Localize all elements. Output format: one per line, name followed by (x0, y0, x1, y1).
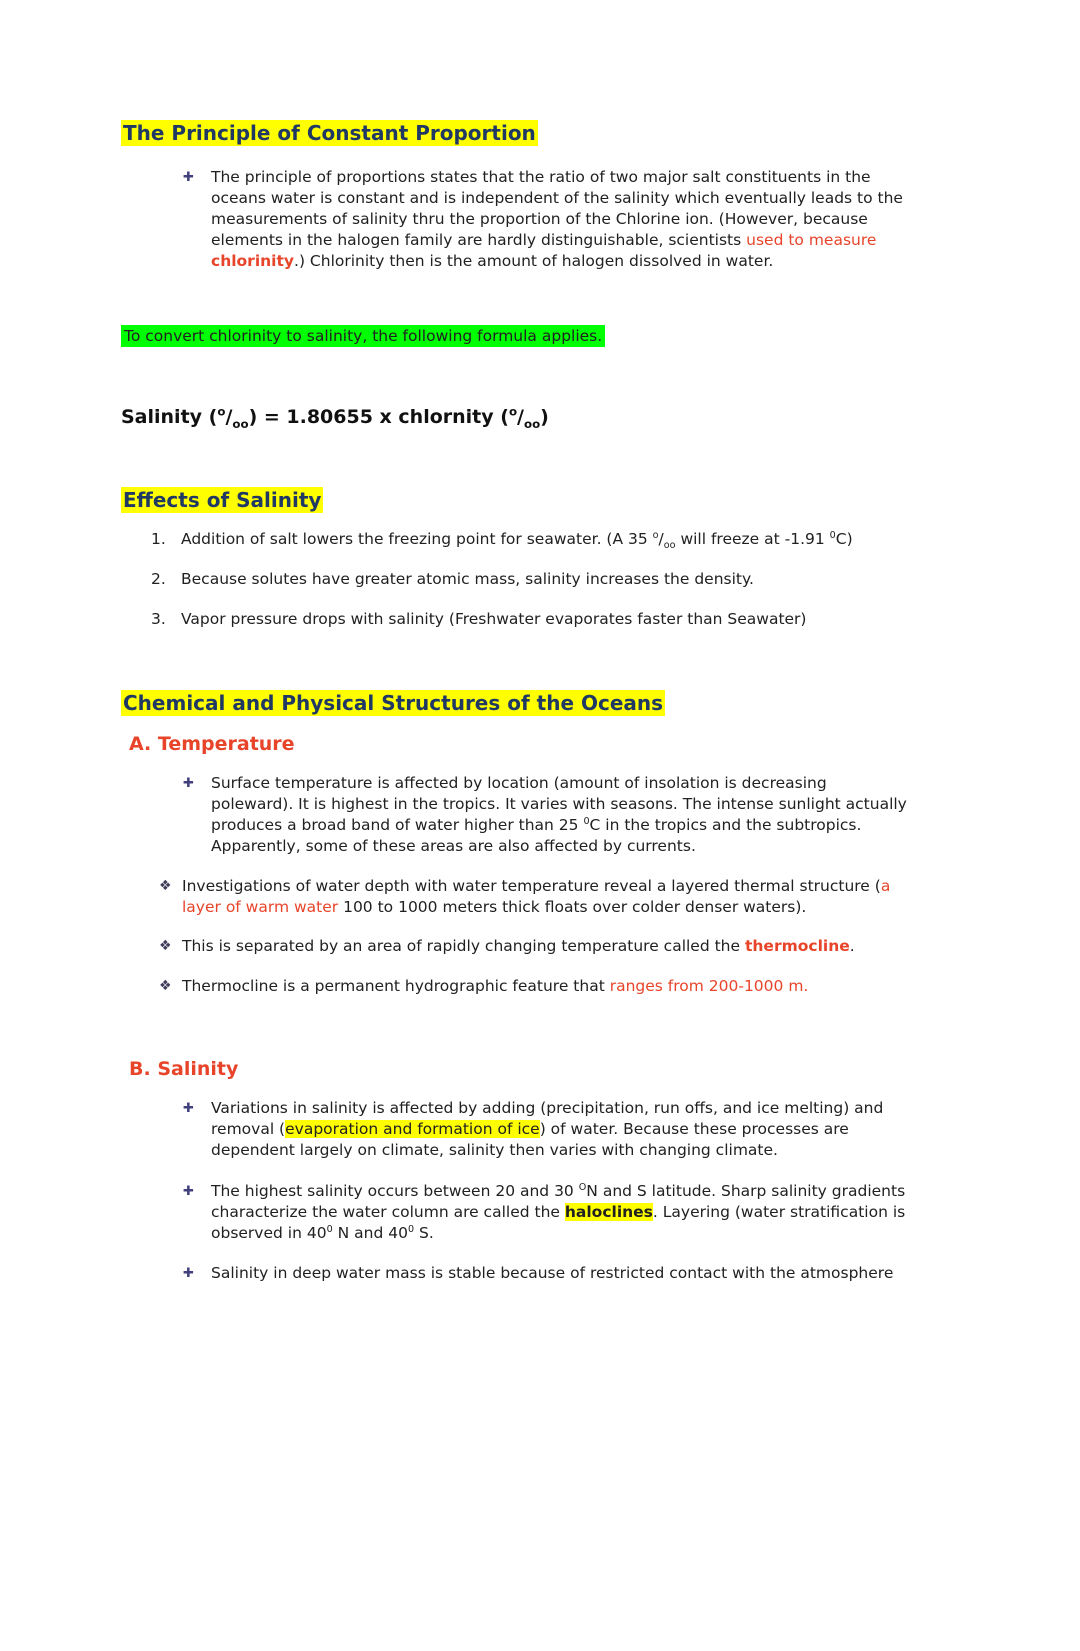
plus-bullet-icon: ✚ (183, 170, 194, 185)
paragraph-surface-temperature (183, 773, 913, 857)
paragraph-text: Surface temperature is affected by location (amount of insolation is decreasing poleward). It is highest in the tropics. It varies with seasons. The intense sunlight actually produces a broad band of water higher than 25 $^0$C in the tropics and the subtropics. Apparently, some of these areas are also affected by currents. (211, 774, 907, 855)
green-highlight: To convert chlorinity to salinity, the following formula applies. (121, 325, 605, 347)
convert-formula-note (121, 326, 913, 347)
paragraph-text: Variations in salinity is affected by adding (precipitation, run offs, and ice melting) and removal (evaporation and formation of ice) of water. Because these processes are dependent largely on climate, salinity then varies with changing climate. (211, 1099, 884, 1159)
paragraph-deep-water-salinity (183, 1263, 913, 1284)
heading-chemical-physical-structures (121, 690, 913, 716)
list-number: 2. (151, 570, 166, 588)
diamond-bullet-icon: ❖ (159, 978, 172, 994)
paragraph-salinity-variations (183, 1098, 913, 1161)
plus-bullet-icon: ✚ (183, 1184, 194, 1199)
section-a-temperature-title: A. Temperature (129, 733, 295, 755)
paragraph-highest-salinity (183, 1181, 913, 1244)
heading-highlight: Chemical and Physical Structures of the Oceans (123, 691, 664, 715)
diamond-bullet-icon: ❖ (159, 878, 172, 894)
paragraph-thermocline-range (159, 976, 913, 997)
paragraph-text: Investigations of water depth with water temperature reveal a layered thermal structure (a layer of warm water 100 to 1000 meters thick floats over colder denser waters). (182, 877, 891, 916)
effects-list-item-1 (151, 529, 913, 550)
paragraph-thermocline-definition (159, 936, 913, 957)
paragraph-principle-bullet (183, 167, 913, 272)
paragraph-text: The highest salinity occurs between 20 and 30 $^O$N and S latitude. Sharp salinity gradients characterize the water column are called the haloclines. Layering (water stratification is observed in $40^0$ N and $40^0$ S. (211, 1181, 906, 1242)
diamond-bullet-icon: ❖ (159, 938, 172, 954)
heading-highlight: The Principle of Constant Proportion (123, 121, 536, 145)
paragraph-investigations (159, 876, 913, 918)
paragraph-principle-text: The principle of proportions states that the ratio of two major salt constituents in the oceans water is constant and is independent of the salinity which eventually leads to the measurements of salinity thru the proportion of the Chlorine ion. (However, because elements in the halogen family are hardly distinguishable, scientists used to measure chlorinity.) Chlorinity then is the amount of halogen dissolved in water. (211, 168, 903, 270)
paragraph-text: Thermocline is a permanent hydrographic feature that ranges from 200-1000 m. (182, 977, 809, 995)
list-number: 1. (151, 530, 166, 548)
list-item-text: Vapor pressure drops with salinity (Freshwater evaporates faster than Seawater) (181, 610, 807, 628)
effects-list-item-3 (151, 609, 913, 630)
plus-bullet-icon: ✚ (183, 1266, 194, 1281)
heading-principle-of-constant-proportion (121, 120, 913, 146)
section-b-salinity-title: B. Salinity (129, 1058, 239, 1080)
salinity-formula: Salinity $(^o/_{oo}) = 1.80655$ x chlornity $(^o/_{oo})$ (121, 404, 549, 431)
list-number: 3. (151, 610, 166, 628)
paragraph-text: Salinity in deep water mass is stable because of restricted contact with the atmosphere (211, 1264, 894, 1282)
heading-effects-of-salinity (121, 487, 913, 513)
list-item-text: Addition of salt lowers the freezing point for seawater. (A 35 $^o/_{oo}$ will freeze at -1.91 $^0$C) (181, 529, 853, 552)
plus-bullet-icon: ✚ (183, 1101, 194, 1116)
effects-list-item-2 (151, 569, 913, 590)
plus-bullet-icon: ✚ (183, 776, 194, 791)
paragraph-text: This is separated by an area of rapidly changing temperature called the thermocline. (182, 937, 855, 955)
document-content (121, 120, 913, 1284)
heading-highlight: Effects of Salinity (123, 488, 322, 512)
list-item-text: Because solutes have greater atomic mass, salinity increases the density. (181, 570, 754, 588)
